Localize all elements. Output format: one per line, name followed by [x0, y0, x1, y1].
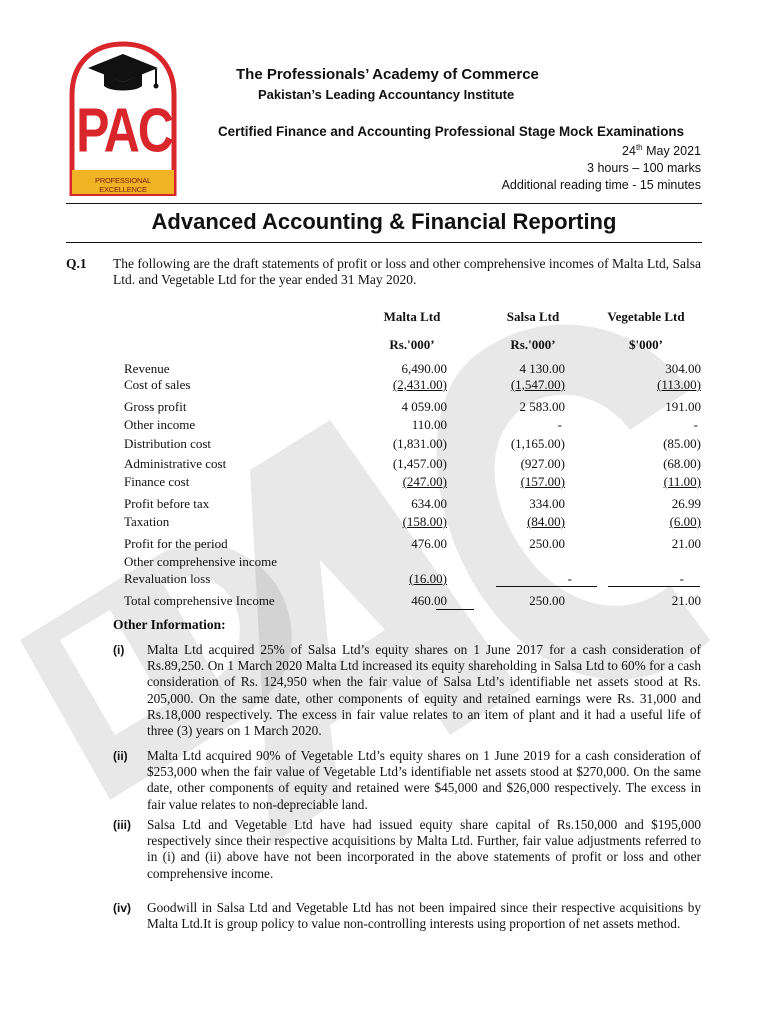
- cell-salsa: (1,547.00): [510, 377, 565, 392]
- col-salsa-unit: Rs.'000’: [510, 337, 556, 352]
- row-label: Taxation: [124, 514, 170, 529]
- cell-malta: (16.00): [409, 571, 447, 586]
- col-malta-unit: Rs.'000’: [389, 337, 435, 352]
- row-label: Administrative cost: [124, 456, 227, 471]
- question-text: The following are the draft statements of profit or loss and other comprehensive incomes of Malta Ltd, Salsa Ltd. and Vegetable Ltd for the year ended 31 May 2020.: [113, 256, 701, 287]
- col-salsa-name: Salsa Ltd: [506, 309, 560, 324]
- cell-malta: (2,431.00): [392, 377, 447, 392]
- item-number-ii: (ii): [113, 749, 128, 763]
- cell-salsa: 250.00: [529, 593, 565, 608]
- row-label: Cost of sales: [124, 377, 191, 392]
- cell-salsa: (157.00): [520, 474, 565, 489]
- cell-salsa: 334.00: [529, 496, 565, 511]
- table-row-profit-for-period: [0, 536, 768, 554]
- row-label: Profit for the period: [124, 536, 228, 551]
- exam-date: 24th May 2021: [622, 143, 701, 159]
- cell-malta: (1,831.00): [392, 436, 447, 451]
- cell-vegetable: (68.00): [663, 456, 701, 471]
- reading-time: Additional reading time - 15 minutes: [501, 178, 701, 192]
- cell-vegetable: (85.00): [663, 436, 701, 451]
- header-rule-top: [66, 203, 702, 204]
- item-number-iv: (iv): [113, 901, 131, 915]
- item-number-iii: (iii): [113, 818, 131, 832]
- table-row-administrative-cost: [0, 456, 768, 474]
- row-label: Total comprehensive Income: [124, 593, 275, 608]
- exam-duration: 3 hours – 100 marks: [587, 161, 701, 175]
- item-text-iii: Salsa Ltd and Vegetable Ltd have had issued equity share capital of Rs.150,000 and $195,000 respectively since their respective acquisitions by Malta Ltd. Further, fair value adjustments referred to in (i) and (ii) above have not been incorporated in the above statements of profit or loss and other comprehensive income.: [147, 817, 701, 881]
- cell-malta: (158.00): [402, 514, 447, 529]
- question-number: Q.1: [66, 256, 87, 271]
- cell-vegetable: 191.00: [665, 399, 701, 414]
- cell-malta: (247.00): [402, 474, 447, 489]
- item-text-i: Malta Ltd acquired 25% of Salsa Ltd’s equity shares on 1 June 2017 for a cash consideration of Rs.89,250. On 1 March 2020 Malta Ltd increased its equity shareholding in Salsa Ltd to 60% for a cash consideration of Rs. 124,950 when the fair value of Salsa Ltd’s identifiable net assets stood at Rs. 205,000. On the same date, other components of equity and retained earnings were Rs. 31,000 and Rs.18,000 respectively. The excess in fair value relates to an item of plant and it had a useful life of three (3) years on 1 March 2020.: [147, 642, 701, 739]
- other-info-title: Other Information:: [113, 617, 226, 632]
- cell-salsa: -: [557, 417, 562, 432]
- row-label: Other income: [124, 417, 196, 432]
- exam-title: Certified Finance and Accounting Professional Stage Mock Examinations: [218, 124, 685, 139]
- cell-vegetable: -: [693, 417, 698, 432]
- cell-malta: 4 059.00: [401, 399, 447, 414]
- cell-vegetable: (6.00): [669, 514, 701, 529]
- underline-vegetable-revaluation: [608, 586, 700, 587]
- cell-vegetable: 26.99: [671, 496, 701, 511]
- cell-salsa: (1,165.00): [510, 436, 565, 451]
- row-label: Profit before tax: [124, 496, 210, 511]
- cell-malta: 634.00: [411, 496, 447, 511]
- cell-vegetable: (113.00): [657, 377, 701, 392]
- row-label: Revenue: [124, 361, 170, 376]
- cell-vegetable: 21.00: [671, 593, 701, 608]
- logo-text: PAC: [76, 95, 172, 166]
- underline-malta-total: [436, 609, 474, 610]
- cell-malta: 6,490.00: [401, 361, 447, 376]
- table-row-taxation: [0, 514, 768, 532]
- institute-name: The Professionals’ Academy of Commerce: [236, 66, 539, 83]
- underline-salsa-revaluation: [496, 586, 597, 587]
- table-row-finance-cost: [0, 474, 768, 492]
- cell-malta: 460.00: [411, 593, 447, 608]
- cell-vegetable: (11.00): [663, 474, 701, 489]
- cell-salsa: 2 583.00: [519, 399, 565, 414]
- row-label: Finance cost: [124, 474, 190, 489]
- table-row-gross-profit: [0, 399, 768, 417]
- table-row-profit-before-tax: [0, 496, 768, 514]
- table-row-distribution-cost: [0, 436, 768, 454]
- col-malta-name: Malta Ltd: [383, 309, 441, 324]
- row-label: Distribution cost: [124, 436, 212, 451]
- row-label: Revaluation loss: [124, 571, 211, 586]
- item-text-ii: Malta Ltd acquired 90% of Vegetable Ltd’s equity shares on 1 June 2019 for a cash consideration of $253,000 when the fair value of Vegetable Ltd’s identifiable net assets stood at $270,000. On the same date, other components of equity and retained were $45,000 and $26,000 respectively. The excess in fair value relates to non-depreciable land.: [147, 748, 701, 812]
- cell-salsa: -: [567, 571, 572, 586]
- paper-title: Advanced Accounting & Financial Reporting: [151, 209, 617, 234]
- table-row-cost-of-sales: [0, 377, 768, 395]
- cell-salsa: (84.00): [527, 514, 565, 529]
- cell-malta: 476.00: [411, 536, 447, 551]
- cell-salsa: (927.00): [520, 456, 565, 471]
- cell-malta: (1,457.00): [392, 456, 447, 471]
- item-number-i: (i): [113, 643, 125, 657]
- table-row-other-income: [0, 417, 768, 435]
- cell-vegetable: -: [679, 571, 684, 586]
- logo-banner-text: PROFESSIONAL EXCELLENCE: [95, 176, 151, 194]
- header-rule-bottom: [66, 242, 702, 243]
- row-label: Gross profit: [124, 399, 187, 414]
- cell-salsa: 4 130.00: [519, 361, 565, 376]
- col-vegetable-unit: $'000’: [629, 337, 663, 352]
- item-text-iv: Goodwill in Salsa Ltd and Vegetable Ltd has not been impaired since their respective acquisitions by Malta Ltd.It is group policy to value non-controlling interests using proportion of net assets method.: [147, 900, 701, 932]
- cell-vegetable: 304.00: [665, 361, 701, 376]
- row-label: Other comprehensive income: [124, 554, 278, 569]
- col-vegetable-name: Vegetable Ltd: [607, 309, 685, 324]
- institute-tagline: Pakistan’s Leading Accountancy Institute: [258, 87, 515, 102]
- cell-vegetable: 21.00: [671, 536, 701, 551]
- table-row-total-comprehensive-income: [0, 593, 768, 611]
- cell-salsa: 250.00: [529, 536, 565, 551]
- table-row-oci-heading: [0, 554, 768, 572]
- cell-malta: 110.00: [411, 417, 447, 432]
